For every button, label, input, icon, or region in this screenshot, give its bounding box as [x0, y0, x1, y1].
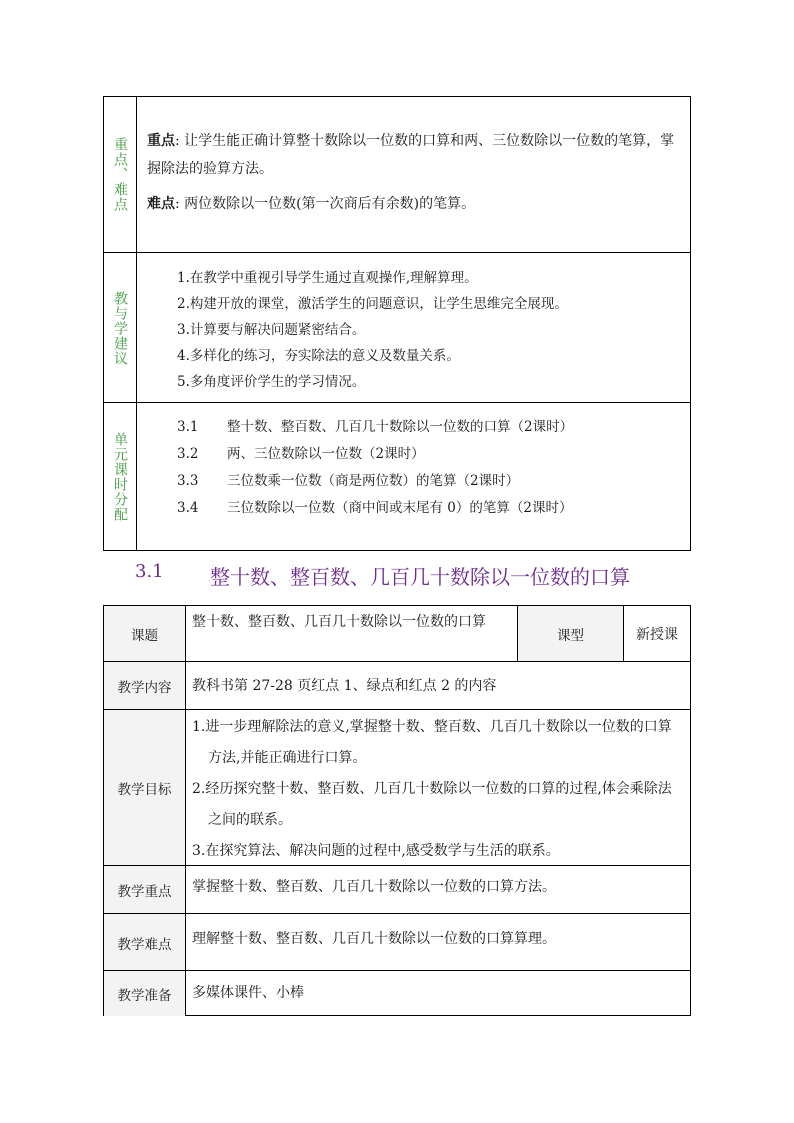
content-value: 教科书第 27-28 页红点 1、绿点和红点 2 的内容: [192, 678, 497, 694]
suggestion-item: 3.计算要与解决问题紧密结合。: [177, 322, 366, 338]
goal-item: 2.经历探究整十数、整百数、几百几十数除以一位数的口算的过程,体会乘除法之间的联系。: [192, 781, 672, 828]
teaching-suggestions-content: [137, 253, 690, 403]
lesson-number: 3.1: [135, 561, 164, 582]
type-label: 课型: [518, 606, 624, 661]
content-label: 教学内容: [104, 662, 186, 710]
goals-label: 教学目标: [104, 710, 186, 866]
lesson-allocation-label: 单元课时分配: [112, 432, 128, 522]
topic-value-cell: [186, 606, 518, 661]
prep-row: [104, 970, 690, 1016]
topic-value: 整十数、整百数、几百几十数除以一位数的口算: [192, 614, 486, 630]
difficulty-point-label: 难点: [147, 196, 175, 212]
goal-item: 1.进一步理解除法的意义,掌握整十数、整百数、几百几十数除以一位数的口算方法,并能正确进行口算。: [192, 719, 672, 766]
unit-overview-table: [103, 96, 691, 551]
lesson-heading: [0, 561, 794, 587]
key-difficulty-row: [104, 97, 690, 252]
suggestion-item: 2.构建开放的课堂，激活学生的问题意识，让学生思维完全展现。: [177, 296, 568, 312]
difficulty-row: [104, 913, 690, 971]
key-point-text: 重点: 让学生能正确计算整十数除以一位数的口算和两、三位数除以一位数的笔算，掌握除法的验算方法。: [147, 133, 675, 177]
lesson-plan-table: [103, 605, 691, 1016]
teaching-suggestions-label: 教与学建议: [112, 290, 128, 366]
content-row: [104, 661, 690, 710]
goal-item: 3.在探究算法、解决问题的过程中,感受数学与生活的联系。: [192, 843, 560, 859]
lesson-allocation-row: [104, 402, 690, 551]
suggestion-item: 5.多角度评价学生的学习情况。: [177, 374, 366, 390]
prep-value: 多媒体课件、小棒: [192, 985, 304, 1001]
teaching-suggestions-label-cell: [104, 253, 137, 403]
suggestion-item: 4.多样化的练习，夯实除法的意义及数量关系。: [177, 348, 460, 364]
key-row: [104, 865, 690, 914]
lesson-allocation-content: [137, 403, 690, 551]
allocation-item: 3.3 三位数乘一位数（商是两位数）的笔算（2课时）: [177, 473, 520, 489]
difficulty-point-text: 难点: 两位数除以一位数(第一次商后有余数)的笔算。: [147, 196, 476, 212]
lesson-title: 整十数、整百数、几百几十数除以一位数的口算: [210, 565, 630, 589]
key-difficulty-content: [137, 97, 690, 252]
key-difficulty-label: 重点、难点: [112, 137, 128, 212]
lesson-allocation-label-cell: [104, 403, 137, 551]
goals-value-cell: [186, 710, 690, 866]
topic-row: [104, 606, 690, 661]
key-value: 掌握整十数、整百数、几百几十数除以一位数的口算方法。: [192, 879, 556, 895]
allocation-item: 3.1 整十数、整百数、几百几十数除以一位数的口算（2课时）: [177, 419, 574, 435]
goals-row: [104, 709, 690, 866]
suggestion-item: 1.在教学中重视引导学生通过直观操作,理解算理。: [177, 270, 478, 286]
difficulty-label: 教学难点: [104, 914, 186, 971]
key-point-label: 重点: [147, 133, 175, 149]
key-label: 教学重点: [104, 866, 186, 914]
type-value: 新授课: [636, 626, 678, 643]
prep-value-cell: [186, 971, 690, 1016]
difficulty-value-cell: [186, 914, 690, 971]
topic-label: 课题: [104, 606, 186, 661]
allocation-item: 3.2 两、三位数除以一位数（2课时）: [177, 446, 425, 462]
difficulty-value: 理解整十数、整百数、几百几十数除以一位数的口算算理。: [192, 931, 556, 947]
teaching-suggestions-row: [104, 252, 690, 403]
prep-label: 教学准备: [104, 971, 186, 1016]
allocation-item: 3.4 三位数除以一位数（商中间或末尾有 0）的笔算（2课时）: [177, 500, 573, 516]
content-value-cell: [186, 662, 690, 710]
key-value-cell: [186, 866, 690, 914]
key-difficulty-label-cell: [104, 97, 137, 252]
